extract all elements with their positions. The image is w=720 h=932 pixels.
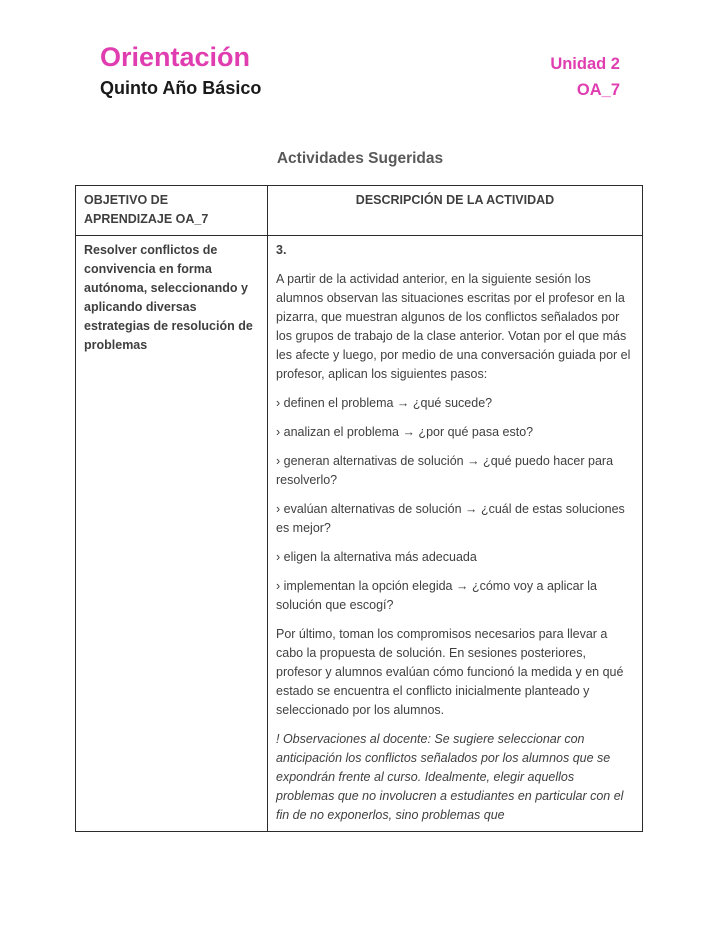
doc-header: [0, 0, 720, 103]
activity-step: › implementan la opción elegida → ¿cómo voy a aplicar la solución que escogí?: [276, 579, 597, 612]
doc-header-left: [100, 42, 261, 100]
activities-table: [75, 185, 643, 832]
oa-code-label: OA_7: [576, 81, 620, 99]
subject-title: Orientación: [100, 42, 251, 72]
objective-cell: Resolver conflictos de convivencia en forma autónoma, seleccionando y aplicando diversas estrategias de resolución de problemas: [76, 236, 268, 832]
doc-header-right: [550, 42, 620, 103]
activity-step: › eligen la alternativa más adecuada: [276, 550, 477, 564]
activity-number: 3.: [276, 243, 287, 257]
activity-step: › generan alternativas de solución → ¿qué puedo hacer para resolverlo?: [276, 454, 614, 487]
activity-step: › definen el problema → ¿qué sucede?: [276, 396, 493, 410]
section-title: Actividades Sugeridas: [276, 150, 444, 167]
objective-column-header: OBJETIVO DE APRENDIZAJE OA_7: [76, 186, 268, 236]
activity-intro-paragraph: A partir de la actividad anterior, en la siguiente sesión los alumnos observan las situaciones escritas por el profesor en la pizarra, que muestran algunos de los conflictos señalados por los grupos de trabajo de la clase anterior. Votan por el que más les afecte y luego, por medio de una conversación guiada por el profesor, aplican los siguientes pasos:: [276, 272, 631, 381]
activity-step: › evalúan alternativas de solución → ¿cuál de estas soluciones es mejor?: [276, 502, 625, 535]
table-body-row: [76, 236, 643, 832]
activity-description-cell: [268, 236, 643, 832]
teacher-note-paragraph: ! Observaciones al docente: Se sugiere seleccionar con anticipación los conflictos señalados por los alumnos que se expondrán frente al curso. Idealmente, elegir aquellos problemas que no involucren a estudiantes en particular con el fin de no exponerlos, sino problemas que: [276, 732, 624, 822]
unit-label: Unidad 2: [550, 55, 620, 73]
description-column-header: DESCRIPCIÓN DE LA ACTIVIDAD: [268, 186, 643, 236]
grade-subtitle: Quinto Año Básico: [100, 78, 262, 98]
activity-step: › analizan el problema → ¿por qué pasa esto?: [276, 425, 534, 439]
activity-closing-paragraph: Por último, toman los compromisos necesarios para llevar a cabo la propuesta de solución. En sesiones posteriores, profesor y alumnos evalúan cómo funcionó la medida y en qué estado se encuentra el conflicto inicialmente planteado y seleccionado por los alumnos.: [276, 627, 624, 717]
table-header-row: [76, 186, 643, 236]
